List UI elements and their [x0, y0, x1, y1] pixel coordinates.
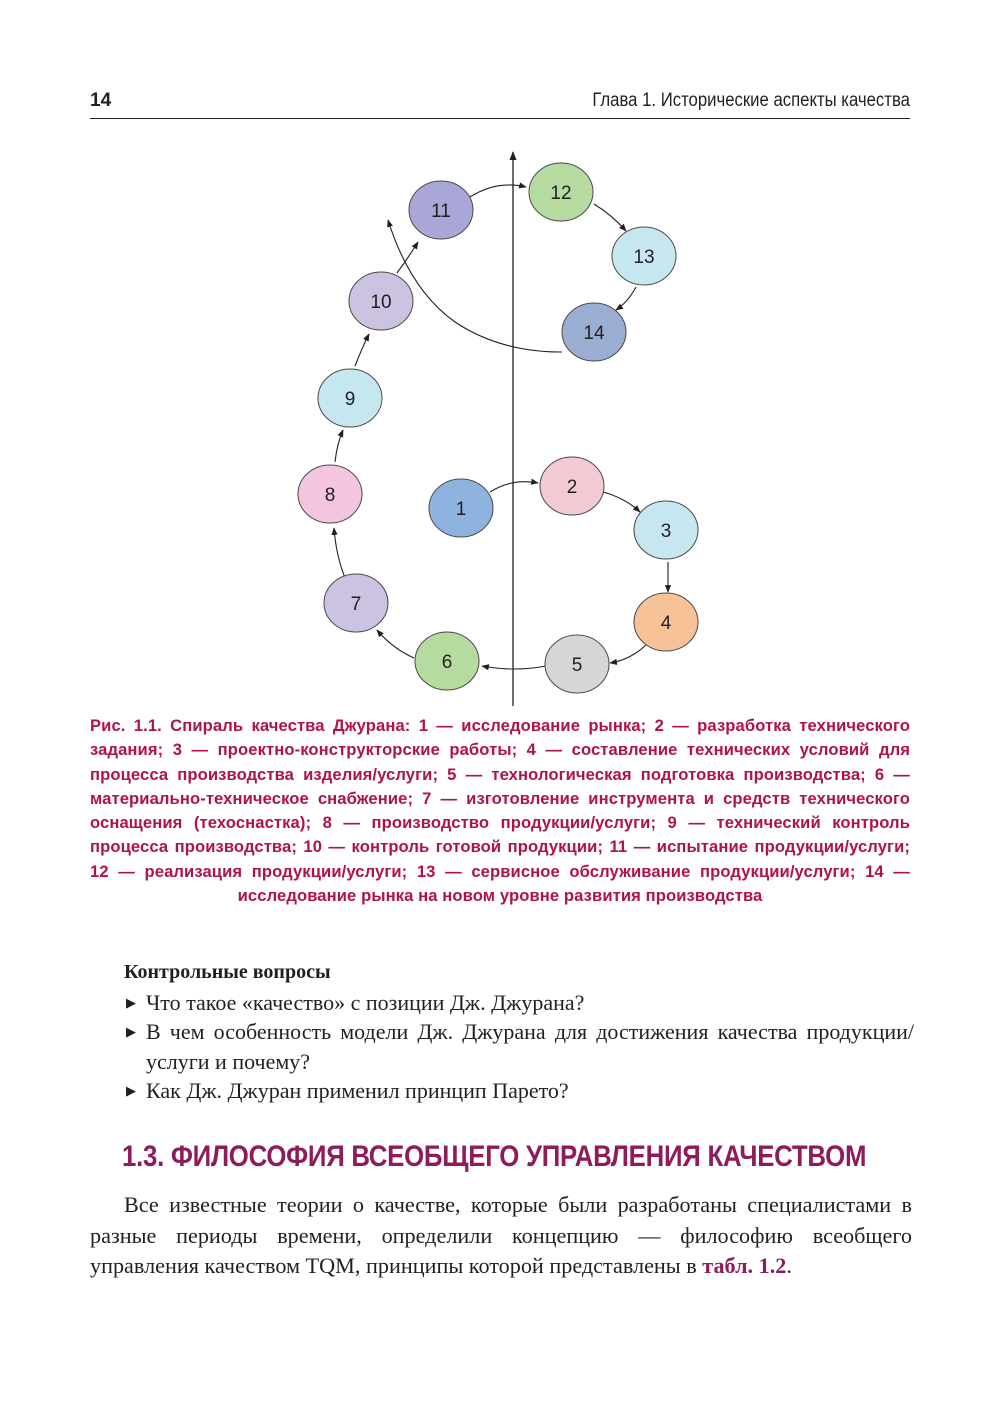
- arrow-7-8: [334, 528, 345, 578]
- bullet-icon: ▶: [126, 1083, 136, 1098]
- list-item: [124, 988, 914, 1018]
- node-4: [634, 593, 698, 651]
- question-text: Как Дж. Джуран применил принцип Парето?: [146, 1078, 569, 1103]
- node-8: [298, 465, 362, 523]
- figure-caption: Рис. 1.1. Спираль качества Джурана: 1 — исследование рынка; 2 — разработка технического задания; 3 — проектно-конструкторские работы; 4 — составление технических условий для процесса производства изделия/услуги; 5 — технологическая подготовка производства; 6 — материально-техническое снабжение; 7 — изготовление инструмента и средств технического оснащения (техоснастка); 8 — производство продукции/услуги; 9 — технический контроль процесса производства; 10 — контроль готовой продукции; 11 — испытание продукции/услуги; 12 — реализация продукции/услуги; 13 — сервисное обслуживание продукции/услуги; 14 — исследование рынка на новом уровне развития производства: [90, 716, 910, 906]
- spiral-nodes: [298, 163, 698, 693]
- node-2: [540, 457, 604, 515]
- arrow-11-12: [470, 185, 526, 197]
- node-1: [429, 479, 493, 537]
- bullet-icon: ▶: [126, 1024, 136, 1039]
- node-14: [562, 303, 626, 361]
- control-questions: [124, 958, 914, 1106]
- node-6: [415, 632, 479, 690]
- arrow-8-9: [335, 430, 343, 462]
- node-4-label: 4: [660, 613, 672, 634]
- arrow-5-6: [482, 666, 546, 669]
- bullet-icon: ▶: [126, 994, 136, 1010]
- node-7-label: 7: [350, 594, 362, 615]
- section-paragraph: [90, 1190, 912, 1282]
- questions-title: Контрольные вопросы: [124, 961, 331, 983]
- node-14-label: 14: [583, 323, 605, 344]
- arrow-9-10: [355, 334, 369, 366]
- arrow-6-7: [377, 630, 414, 658]
- paragraph-end: .: [786, 1253, 792, 1278]
- node-6-label: 6: [441, 652, 453, 673]
- node-2-label: 2: [566, 477, 578, 498]
- questions-list: [124, 988, 914, 1106]
- paragraph-text: Все известные теории о качестве, которые были разработаны специалистами в разные периоды времени, определили концепцию — философию всеобщего управления качеством TQM, принципы которой представлены в: [90, 1192, 912, 1278]
- node-11: [409, 181, 473, 239]
- question-text: В чем особенность модели Дж. Джурана для достижения качества продукции/услуги и почему?: [146, 1019, 914, 1074]
- page-number: 14: [90, 90, 112, 111]
- node-12-label: 12: [550, 183, 572, 204]
- arrow-1-2: [490, 482, 538, 492]
- question-text: Что такое «качество» с позиции Дж. Джурана?: [146, 989, 585, 1015]
- arrow-10-11: [397, 242, 418, 273]
- node-10: [349, 272, 413, 330]
- arrow-13-14: [616, 287, 636, 310]
- node-7: [324, 574, 388, 632]
- node-12: [529, 163, 593, 221]
- list-item: [124, 1076, 914, 1106]
- arrow-4-5: [610, 645, 646, 663]
- table-reference-link[interactable]: табл. 1.2: [702, 1253, 787, 1278]
- node-5: [545, 635, 609, 693]
- arrow-14-11: [388, 220, 562, 352]
- node-5-label: 5: [571, 655, 583, 676]
- chapter-title: Глава 1. Исторические аспекты качества: [592, 90, 910, 111]
- node-3-label: 3: [660, 521, 672, 542]
- node-13-label: 13: [633, 247, 655, 268]
- node-3: [634, 501, 698, 559]
- arrow-12-13: [594, 204, 626, 231]
- node-9: [318, 369, 382, 427]
- node-8-label: 8: [324, 485, 336, 506]
- arrow-2-3: [603, 492, 640, 512]
- list-item: [124, 1017, 914, 1076]
- node-9-label: 9: [344, 389, 356, 410]
- node-1-label: 1: [455, 499, 467, 520]
- section-title: 1.3. ФИЛОСОФИЯ ВСЕОБЩЕГО УПРАВЛЕНИЯ КАЧЕСТВОМ: [122, 1140, 867, 1173]
- node-13: [612, 227, 676, 285]
- node-10-label: 10: [370, 292, 392, 313]
- node-11-label: 11: [431, 201, 451, 222]
